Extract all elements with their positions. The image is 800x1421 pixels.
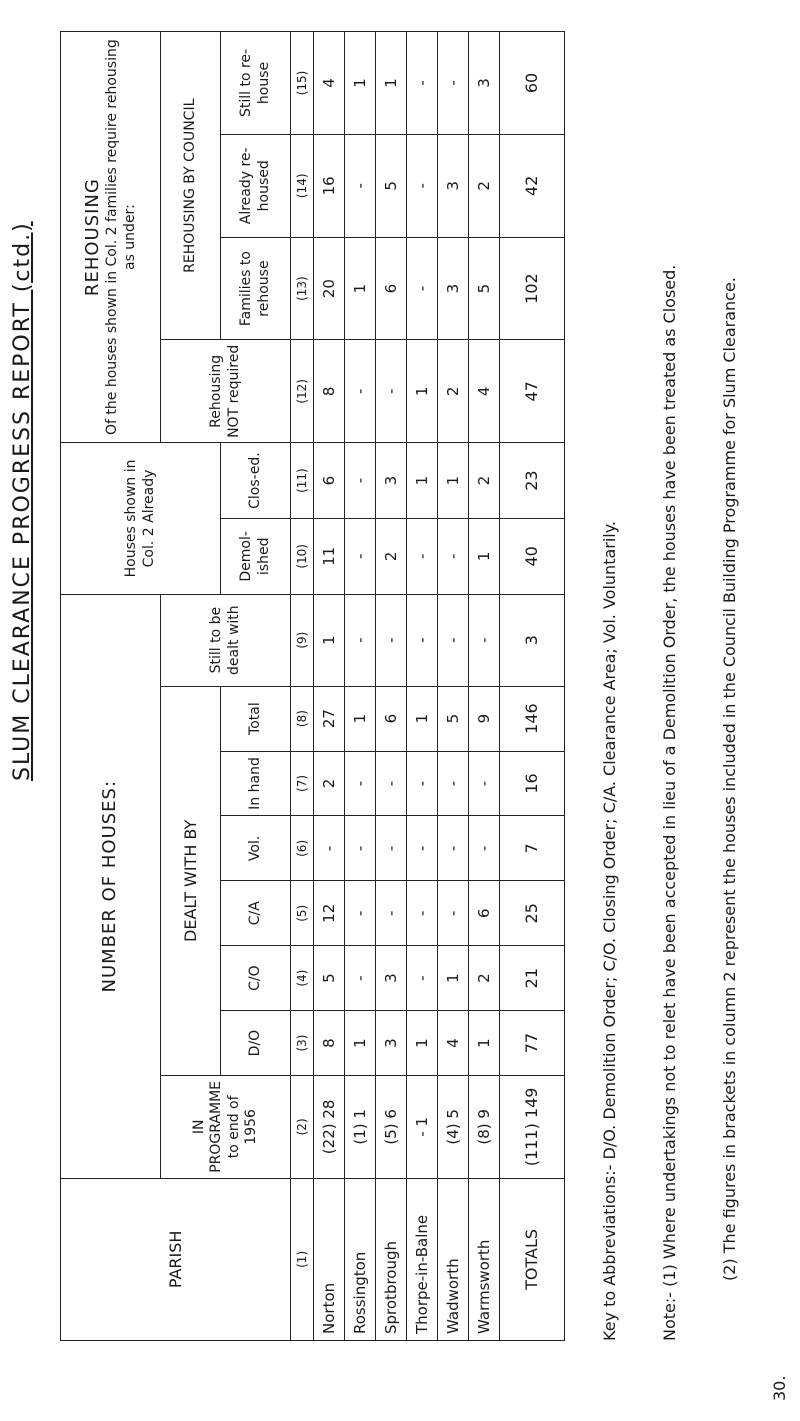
key-to-abbreviations: Key to Abbreviations:- D/O. Demolition Order; C/O. Closing Order; C/A. Clearance Area; Vol. Voluntarily.	[600, 520, 619, 1341]
cell-not-required: -	[345, 340, 376, 443]
column-number-row	[291, 32, 314, 1341]
cell-still: 1	[314, 594, 345, 686]
col-number: (14)	[291, 134, 314, 237]
cell-programme: (8) 9	[469, 1075, 500, 1178]
table-row	[376, 32, 407, 1341]
page-number: 30.	[770, 1375, 789, 1401]
col-number: (11)	[291, 443, 314, 519]
cell-total: 146	[500, 686, 565, 751]
cell-closed: 1	[407, 443, 438, 519]
table-row	[314, 32, 345, 1341]
cell-total: 1	[407, 686, 438, 751]
cell-in-hand: -	[407, 751, 438, 816]
parish-name: Thorpe-in-Balne	[407, 1178, 438, 1340]
cell-programme: (22) 28	[314, 1075, 345, 1178]
cell-in-hand: -	[376, 751, 407, 816]
note-1	[660, 265, 679, 1341]
cell-total: 27	[314, 686, 345, 751]
col-number: (5)	[291, 881, 314, 946]
col-number: (9)	[291, 594, 314, 686]
col-number: (4)	[291, 946, 314, 1011]
cell-co: 2	[469, 946, 500, 1011]
header-do: D/O	[221, 1011, 291, 1076]
cell-total: 1	[345, 686, 376, 751]
cell-co: 1	[438, 946, 469, 1011]
cell-ca: -	[376, 881, 407, 946]
cell-demolished: -	[407, 518, 438, 594]
cell-still-rehouse: 1	[345, 32, 376, 135]
cell-vol: -	[438, 816, 469, 881]
rehousing-subtitle: Of the houses shown in Col. 2 families require rehousing as under:	[104, 39, 138, 435]
cell-co: 5	[314, 946, 345, 1011]
table-body	[314, 32, 500, 1341]
cell-co: 21	[500, 946, 565, 1011]
cell-closed: 3	[376, 443, 407, 519]
cell-families: 3	[438, 237, 469, 340]
rehousing-title: REHOUSING	[81, 178, 103, 297]
cell-do: 3	[376, 1011, 407, 1076]
cell-ca: 25	[500, 881, 565, 946]
cell-in-hand: -	[469, 751, 500, 816]
cell-do: 77	[500, 1011, 565, 1076]
parish-name: Norton	[314, 1178, 345, 1340]
cell-closed: 23	[500, 443, 565, 519]
header-already-rehoused: Already re-housed	[221, 134, 291, 237]
cell-programme: (4) 5	[438, 1075, 469, 1178]
cell-still: -	[438, 594, 469, 686]
slum-clearance-table	[60, 31, 565, 1341]
note-label: Note:-	[660, 1291, 679, 1341]
header-co: C/O	[221, 946, 291, 1011]
cell-families: 102	[500, 237, 565, 340]
cell-ca: 12	[314, 881, 345, 946]
col-number: (6)	[291, 816, 314, 881]
cell-families: 5	[469, 237, 500, 340]
cell-already: -	[407, 134, 438, 237]
cell-in-hand: -	[345, 751, 376, 816]
report-title: SLUM CLEARANCE PROGRESS REPORT (ctd.)	[10, 221, 35, 781]
cell-closed: 2	[469, 443, 500, 519]
cell-still-rehouse: 4	[314, 32, 345, 135]
cell-ca: -	[345, 881, 376, 946]
cell-closed: 1	[438, 443, 469, 519]
table-row	[438, 32, 469, 1341]
header-parish: PARISH	[61, 1178, 291, 1340]
header-in-hand: In hand	[221, 751, 291, 816]
cell-families: 1	[345, 237, 376, 340]
parish-name: Warmsworth	[469, 1178, 500, 1340]
cell-demolished: -	[345, 518, 376, 594]
cell-demolished: 11	[314, 518, 345, 594]
totals-row	[500, 32, 565, 1341]
col-number: (1)	[291, 1178, 314, 1340]
cell-do: 1	[345, 1011, 376, 1076]
table-row	[469, 32, 500, 1341]
cell-programme: (1) 1	[345, 1075, 376, 1178]
cell-still: 3	[500, 594, 565, 686]
cell-total: 6	[376, 686, 407, 751]
cell-do: 8	[314, 1011, 345, 1076]
col-number: (3)	[291, 1011, 314, 1076]
cell-ca: 6	[469, 881, 500, 946]
cell-in-hand: -	[438, 751, 469, 816]
cell-do: 1	[407, 1011, 438, 1076]
header-families-to-rehouse: Families to rehouse	[221, 237, 291, 340]
col-number: (2)	[291, 1075, 314, 1178]
cell-co: -	[345, 946, 376, 1011]
cell-programme: - 1	[407, 1075, 438, 1178]
cell-not-required: 4	[469, 340, 500, 443]
header-closed: Clos-ed.	[221, 443, 291, 519]
table-row	[407, 32, 438, 1341]
cell-total: 5	[438, 686, 469, 751]
parish-name: Wadworth	[438, 1178, 469, 1340]
cell-families: -	[407, 237, 438, 340]
cell-still-rehouse: 60	[500, 32, 565, 135]
col-number: (12)	[291, 340, 314, 443]
col-number: (7)	[291, 751, 314, 816]
cell-still: -	[345, 594, 376, 686]
cell-total: 9	[469, 686, 500, 751]
cell-not-required: 8	[314, 340, 345, 443]
cell-still-rehouse: -	[438, 32, 469, 135]
cell-families: 6	[376, 237, 407, 340]
cell-co: -	[407, 946, 438, 1011]
cell-co: 3	[376, 946, 407, 1011]
cell-demolished: 1	[469, 518, 500, 594]
header-demolished: Demol-ished	[221, 518, 291, 594]
header-houses-already: Houses shown in Col. 2 Already	[61, 443, 221, 594]
cell-demolished: 2	[376, 518, 407, 594]
cell-vol: -	[376, 816, 407, 881]
header-rehousing-not-required: Rehousing NOT required	[161, 340, 291, 443]
parish-name: Sprotbrough	[376, 1178, 407, 1340]
totals-label: TOTALS	[500, 1178, 565, 1340]
table-row	[345, 32, 376, 1341]
header-still-to-rehouse: Still to re-house	[221, 32, 291, 135]
cell-still-rehouse: -	[407, 32, 438, 135]
cell-still: -	[376, 594, 407, 686]
cell-in-hand: 2	[314, 751, 345, 816]
cell-ca: -	[438, 881, 469, 946]
cell-still: -	[469, 594, 500, 686]
cell-not-required: -	[376, 340, 407, 443]
cell-do: 1	[469, 1011, 500, 1076]
cell-already: 16	[314, 134, 345, 237]
cell-still: -	[407, 594, 438, 686]
cell-closed: 6	[314, 443, 345, 519]
col-number: (10)	[291, 518, 314, 594]
cell-programme: (5) 6	[376, 1075, 407, 1178]
cell-vol: -	[345, 816, 376, 881]
header-ca: C/A	[221, 881, 291, 946]
cell-in-hand: 16	[500, 751, 565, 816]
cell-not-required: 1	[407, 340, 438, 443]
cell-still-rehouse: 1	[376, 32, 407, 135]
header-number-of-houses: NUMBER OF HOUSES:	[61, 594, 161, 1178]
col-number: (15)	[291, 32, 314, 135]
cell-closed: -	[345, 443, 376, 519]
cell-already: 5	[376, 134, 407, 237]
cell-ca: -	[407, 881, 438, 946]
cell-demolished: -	[438, 518, 469, 594]
cell-already: 42	[500, 134, 565, 237]
cell-vol: -	[469, 816, 500, 881]
cell-programme: (111) 149	[500, 1075, 565, 1178]
header-still-to-be-dealt: Still to be dealt with	[161, 594, 291, 686]
cell-not-required: 2	[438, 340, 469, 443]
cell-not-required: 47	[500, 340, 565, 443]
cell-demolished: 40	[500, 518, 565, 594]
header-dealt-with-by: DEALT WITH BY	[161, 686, 221, 1075]
cell-do: 4	[438, 1011, 469, 1076]
cell-still-rehouse: 3	[469, 32, 500, 135]
header-total: Total	[221, 686, 291, 751]
cell-families: 20	[314, 237, 345, 340]
cell-vol: 7	[500, 816, 565, 881]
header-rehousing	[61, 32, 161, 443]
parish-name: Rossington	[345, 1178, 376, 1340]
cell-vol: -	[314, 816, 345, 881]
header-in-programme: IN PROGRAMME to end of 1956	[161, 1075, 291, 1178]
note-2: (2) The figures in brackets in column 2 represent the houses included in the Council Building Programme for Slum Clearance.	[720, 277, 739, 1281]
col-number: (13)	[291, 237, 314, 340]
cell-already: 3	[438, 134, 469, 237]
col-number: (8)	[291, 686, 314, 751]
header-rehousing-by-council: REHOUSING BY COUNCIL	[161, 32, 221, 340]
cell-already: -	[345, 134, 376, 237]
cell-vol: -	[407, 816, 438, 881]
cell-already: 2	[469, 134, 500, 237]
header-vol: Vol.	[221, 816, 291, 881]
note-1-text: (1) Where undertakings not to relet have been accepted in lieu of a Demolition Order, the houses have been treated as Closed.	[660, 264, 679, 1287]
